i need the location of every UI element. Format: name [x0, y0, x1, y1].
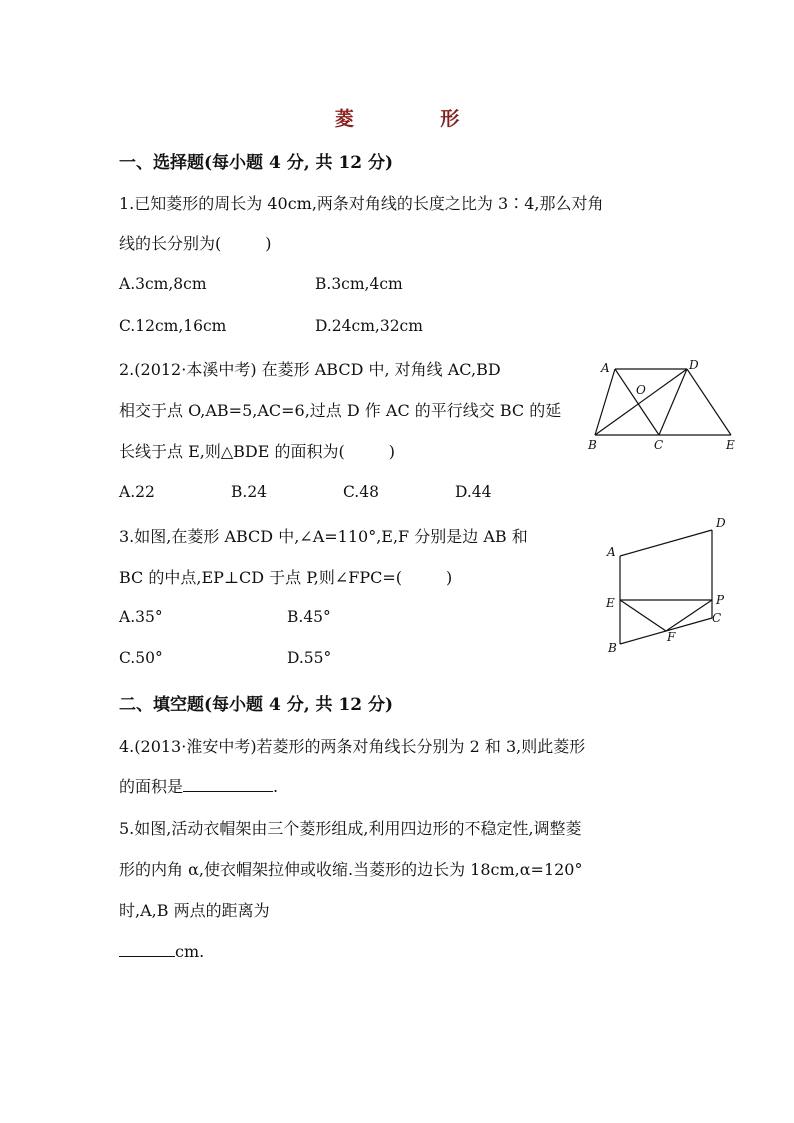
question-5-line-1: 5.如图,活动衣帽架由三个菱形组成,利用四边形的不稳定性,调整菱 [119, 819, 582, 838]
page-title: 菱 形 [334, 108, 500, 130]
question-1-line-1: 1.已知菱形的周长为 40cm,两条对角线的长度之比为 3∶4,那么对角 [119, 194, 604, 213]
question-5-line-2: 形的内角 α,使衣帽架拉伸或收缩.当菱形的边长为 18cm,α=120° [119, 860, 583, 879]
q2-option-c: C.48 [343, 483, 379, 501]
question-2-line-3 [119, 439, 395, 462]
answer-blank-5[interactable] [119, 942, 175, 957]
q3-option-d: D.55° [287, 649, 332, 667]
question-3-line-1: 3.如图,在菱形 ABCD 中,∠A=110°,E,F 分别是边 AB 和 [119, 527, 528, 546]
label-b: B [588, 438, 597, 452]
question-2-line-2: 相交于点 O,AB=5,AC=6,过点 D 作 AC 的平行线交 BC 的延 [119, 401, 562, 420]
label-b: B [608, 641, 617, 655]
label-o: O [636, 383, 646, 397]
q1-option-b: B.3cm,4cm [315, 275, 403, 293]
rhombus-figure-q3 [600, 512, 740, 658]
label-a: A [607, 545, 616, 559]
question-5-line-3: 时,A,B 两点的距离为 [119, 901, 270, 920]
label-a: A [601, 361, 610, 375]
label-f: F [667, 630, 676, 644]
question-3-line-2 [119, 565, 452, 588]
question-1-line-2 [119, 231, 272, 254]
q3-option-a: A.35° [119, 608, 163, 626]
question-2-stem-end: 长线于点 E,则△BDE 的面积为( [119, 442, 345, 461]
q1-option-d: D.24cm,32cm [315, 317, 423, 335]
question-4-stem-end: 的面积是 [119, 777, 184, 796]
q1-option-a: A.3cm,8cm [119, 275, 207, 293]
section-heading-choice: 一、选择题(每小题 4 分, 共 12 分) [119, 153, 394, 173]
q3-option-b: B.45° [287, 608, 331, 626]
label-e: E [606, 596, 615, 610]
question-4-line-2 [119, 774, 278, 797]
question-1-stem-end: 线的长分别为( [119, 234, 222, 253]
q2-option-a: A.22 [119, 483, 155, 501]
answer-blank-4[interactable] [183, 777, 273, 792]
question-2-paren-close: ) [388, 442, 396, 461]
label-c: C [654, 438, 664, 452]
q2-option-b: B.24 [231, 483, 268, 501]
question-3-paren-close: ) [445, 568, 453, 587]
label-e: E [726, 438, 735, 452]
question-4-period: . [273, 777, 279, 796]
question-4-line-1: 4.(2013·淮安中考)若菱形的两条对角线长分别为 2 和 3,则此菱形 [119, 737, 586, 756]
question-3-stem-end: BC 的中点,EP⊥CD 于点 P,则∠FPC=( [119, 568, 402, 587]
label-p: P [716, 593, 725, 607]
q3-option-c: C.50° [119, 649, 163, 667]
question-5-line-4 [119, 942, 204, 961]
rhombus-figure-q2 [585, 355, 745, 455]
q1-option-c: C.12cm,16cm [119, 317, 227, 335]
label-c: C [712, 611, 722, 625]
label-d: D [716, 516, 726, 530]
q2-option-d: D.44 [455, 483, 492, 501]
question-1-paren-close: ) [265, 234, 272, 253]
question-2-line-1: 2.(2012·本溪中考) 在菱形 ABCD 中, 对角线 AC,BD [119, 360, 501, 379]
label-d: D [689, 358, 699, 372]
section-heading-fill-in: 二、填空题(每小题 4 分, 共 12 分) [119, 695, 394, 715]
question-5-unit: cm. [175, 942, 205, 961]
